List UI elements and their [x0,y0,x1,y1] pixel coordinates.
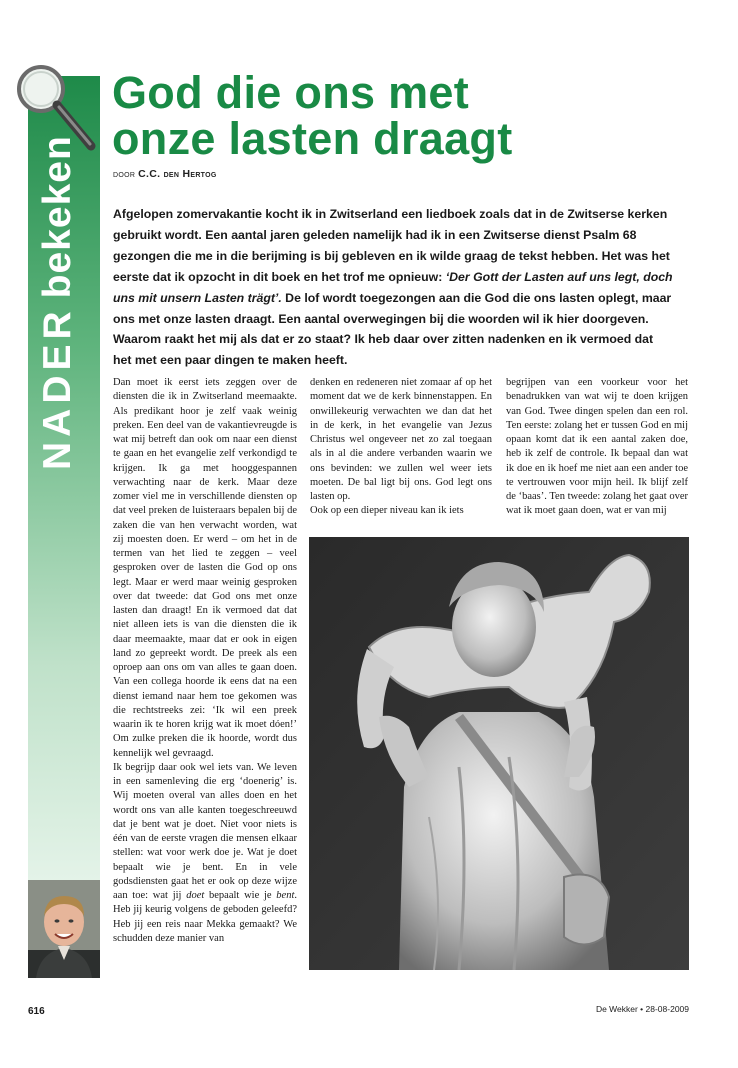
byline-prefix: door [113,169,136,180]
paragraph: begrijpen van een voorkeur voor het benadrukken van wat wij te doen krijgen van God. Twee dingen spelen dan een rol. Ten eerste: zolang het er tussen God en mij opaan komt dat ik een aantal zaken doe, heb ik zelf de controle. Ik bepaal dan wat ik doe en ik hoef me niet aan een ander toe te vertrouwen voor mijn heil. Ik blijf zelf de ‘baas’. Ten tweede: zolang het gaat over wat ik moet gaan doen, wat er van mij [506,377,688,517]
section-label [38,135,78,470]
intro-text-1: Afgelopen zomervakantie kocht ik in Zwitserland een liedboek zoals dat in de Zwitserse kerken gebruikt wordt. Een aantal jaren geleden namelijk had ik in een Zwitserse dienst Psalm 68 gezongen die me in die berijming is bij gebleven en ik wilde graag de tekst hebben. Het was het eerste dat ik opzocht in dit boek en het trof me opnieuw: [113,207,670,284]
paragraph: Ik begrijp daar ook wel iets van. We leven in een samenleving die erg ‘doenerig’ is. Wij moeten overal van alles doen en het wordt ons van alle kanten toegeschreeuwd dat je bent wat je doet. Niet voor niets is één van de eerste vragen die mensen elkaar stellen: wat voor werk doe je. Wat je doet bepaalt wie je bent. En in vele godsdiensten gaat het er ook op deze wijze aan toe: wat jij doet bepaalt wie je bent. Heb jij keurig volgens de geboden geleefd? Heb jij een reis naar Mekka gemaakt? We schudden deze manier van [113,761,297,944]
emphasis: bent [276,890,295,901]
magnifier-icon [14,62,98,154]
body-column-2 [310,376,492,519]
byline-author: C.C. den Hertog [138,168,217,180]
body-column-3 [506,376,688,519]
byline [113,168,217,180]
emphasis: doet [186,890,205,901]
article-title-line1: God die ons met [112,67,470,118]
paragraph: Dan moet ik eerst iets zeggen over de diensten die ik in Zwitserland meemaakte. Als predikant hoor je zelf vaak weinig preken. Een deel van de vakantievreugde is wat mij betreft dan ook om naar een dienst te gaan en het evangelie zelf verkondigd te krijgen. Ik ga met hooggespannen verwachting naar de kerk. Maar deze zomer viel me in verschillende diensten op dat veel preken de luisteraars bepalen bij de zaken die van hen verwacht worden, wat zij moesten doen. Er werd – om het in de termen van het lied te zeggen – veel gesproken over de lasten die God op ons legt. Maar er werd maar weinig gesproken over dat tweede: dat God ons met onze lasten dan draagt! En ik vermoed dat dat niet alleen iets is van die diensten die ik daar meemaakte, maar dat er ook in eigen land zo gepreekt wordt. De preek als een oproep aan ons om van alles te gaan doen. Van een collega hoorde ik eens dat na een dienst iemand naar hem toe gekomen was die rechtstreeks zei: ‘Ik wil een preek waarin ik te horen krijg wat ik moet dóen!’ Om zulke preken die ik hoorde, wordt dus kennelijk wel gevraagd. [113,377,297,759]
paragraph: denken en redeneren niet zomaar af op het moment dat we de kerk binnenstappen. En onwillekeurig verwachten we dan dat het in de kerk, in het evangelie van Jezus Christus wel ongeveer net zo zal toegaan als in al die andere verbanden waarin we ons bevinden: we zullen wel weer iets moeten. De bal ligt bij ons. God legt ons lasten op. [310,377,492,502]
intro-text-2: De lof wordt toegezongen aan die God die ons lasten oplegt, maar ons met onze lasten draagt. Een aantal overwegingen bij die woorden wil ik hier doorgeven. Waarom raakt het mij als dat er zo staat? Ik heb daar over zitten nadenken en ik vermoed dat het met een paar dingen te maken heeft. [113,290,672,368]
article-intro [113,204,673,371]
section-label-word2: bekeken [36,135,79,299]
article-title-line2: onze lasten draagt [112,113,513,164]
page-number: 616 [28,1006,45,1017]
paragraph: Ook op een dieper niveau kan ik iets [310,505,464,517]
article-title [112,67,712,164]
section-label-word1: NADER [36,306,79,470]
intro-quote: ‘Der Gott der Lasten auf uns legt, doch uns mit unsern Lasten trägt’. [113,269,673,305]
footer-source: De Wekker • 28-08-2009 [595,1004,689,1014]
author-photo [28,880,100,978]
body-column-1 [113,376,297,946]
statue-photo [309,537,689,970]
